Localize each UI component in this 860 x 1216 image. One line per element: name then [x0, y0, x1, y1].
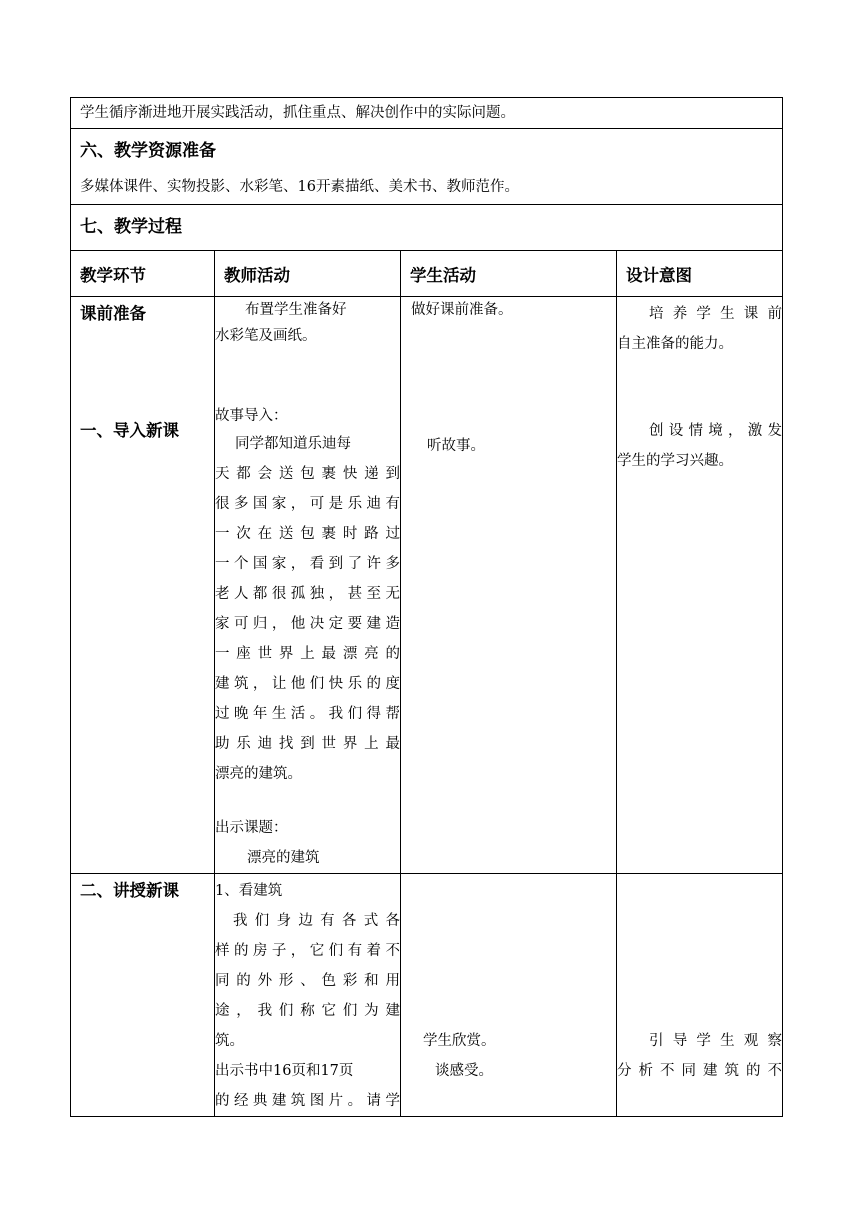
stage-intro: 一、导入新课 — [80, 420, 179, 440]
intent-line: 学生的学习兴趣。 — [617, 452, 733, 469]
section7-title-row — [71, 204, 783, 250]
header-intent: 设计意图 — [617, 250, 783, 296]
teacher-line: 天都会送包裹快递到 — [215, 465, 400, 482]
intent-line: 创设情境，激发 — [649, 422, 782, 439]
stage-cell — [71, 873, 215, 1116]
teacher-cell — [215, 296, 401, 873]
teacher-line: 建筑，让他们快乐的度 — [215, 675, 400, 692]
lesson-plan-table — [70, 97, 783, 1117]
intro-row — [71, 98, 783, 129]
teacher-line: 漂亮的建筑。 — [215, 765, 302, 782]
section6-content: 多媒体课件、实物投影、水彩笔、16开素描纸、美术书、教师范作。 — [71, 174, 783, 204]
student-cell — [401, 873, 617, 1116]
student-line: 学生欣赏。 — [423, 1032, 496, 1049]
teacher-line: 很多国家，可是乐迪有 — [215, 495, 400, 512]
course-title: 漂亮的建筑 — [247, 849, 320, 866]
teacher-line: 出示书中16页和17页 — [215, 1062, 354, 1079]
teacher-line: 一座世界上最漂亮的 — [215, 645, 400, 662]
teacher-line: 过晚年生活。我们得帮 — [215, 705, 400, 722]
teacher-line: 同的外形、色彩和用 — [215, 972, 400, 989]
teacher-line: 我们身边有各式各 — [233, 912, 400, 929]
student-line: 听故事。 — [427, 437, 485, 454]
intent-line: 分析不同建筑的不 — [617, 1062, 782, 1079]
teacher-line: 同学都知道乐迪每 — [235, 435, 351, 452]
teacher-line: 家可归，他决定要建造 — [215, 615, 400, 632]
section7-title: 七、教学过程 — [71, 204, 783, 250]
section6-title: 六、教学资源准备 — [71, 129, 783, 175]
table-row — [71, 873, 783, 1116]
intent-cell — [617, 873, 783, 1116]
teacher-line: 布置学生准备好 — [245, 301, 347, 318]
teacher-line: 一个国家，看到了许多 — [215, 555, 400, 572]
header-stage: 教学环节 — [71, 250, 215, 296]
teacher-line: 老人都很孤独，甚至无 — [215, 585, 400, 602]
intent-cell — [617, 296, 783, 873]
teacher-line: 水彩笔及画纸。 — [215, 327, 317, 344]
teacher-line: 筑。 — [215, 1032, 244, 1049]
teacher-line: 的经典建筑图片。请学 — [215, 1092, 400, 1109]
header-student: 学生活动 — [401, 250, 617, 296]
intent-line: 自主准备的能力。 — [617, 335, 733, 352]
table-header-row — [71, 250, 783, 296]
teacher-line: 出示课题： — [215, 819, 288, 836]
teacher-line: 助乐迪找到世界上最 — [215, 735, 400, 752]
section6-title-row — [71, 129, 783, 175]
teacher-line: 1、看建筑 — [215, 882, 283, 899]
stage-teach: 二、讲授新课 — [80, 880, 179, 900]
teacher-line: 样的房子，它们有着不 — [215, 942, 400, 959]
header-teacher: 教师活动 — [215, 250, 401, 296]
student-cell — [401, 296, 617, 873]
teacher-line: 故事导入： — [215, 407, 288, 424]
intent-line: 培养学生课前 — [649, 305, 782, 322]
teacher-line: 一次在送包裹时路过 — [215, 525, 400, 542]
student-line: 做好课前准备。 — [411, 301, 513, 318]
intent-line: 引导学生观察 — [649, 1032, 782, 1049]
student-line: 谈感受。 — [435, 1062, 493, 1079]
teacher-cell — [215, 873, 401, 1116]
stage-cell — [71, 296, 215, 873]
intro-text: 学生循序渐进地开展实践活动，抓住重点、解决创作中的实际问题。 — [71, 98, 783, 129]
section6-content-row — [71, 174, 783, 204]
stage-prep: 课前准备 — [80, 303, 146, 323]
table-row — [71, 296, 783, 873]
teacher-line: 途，我们称它们为建 — [215, 1002, 400, 1019]
